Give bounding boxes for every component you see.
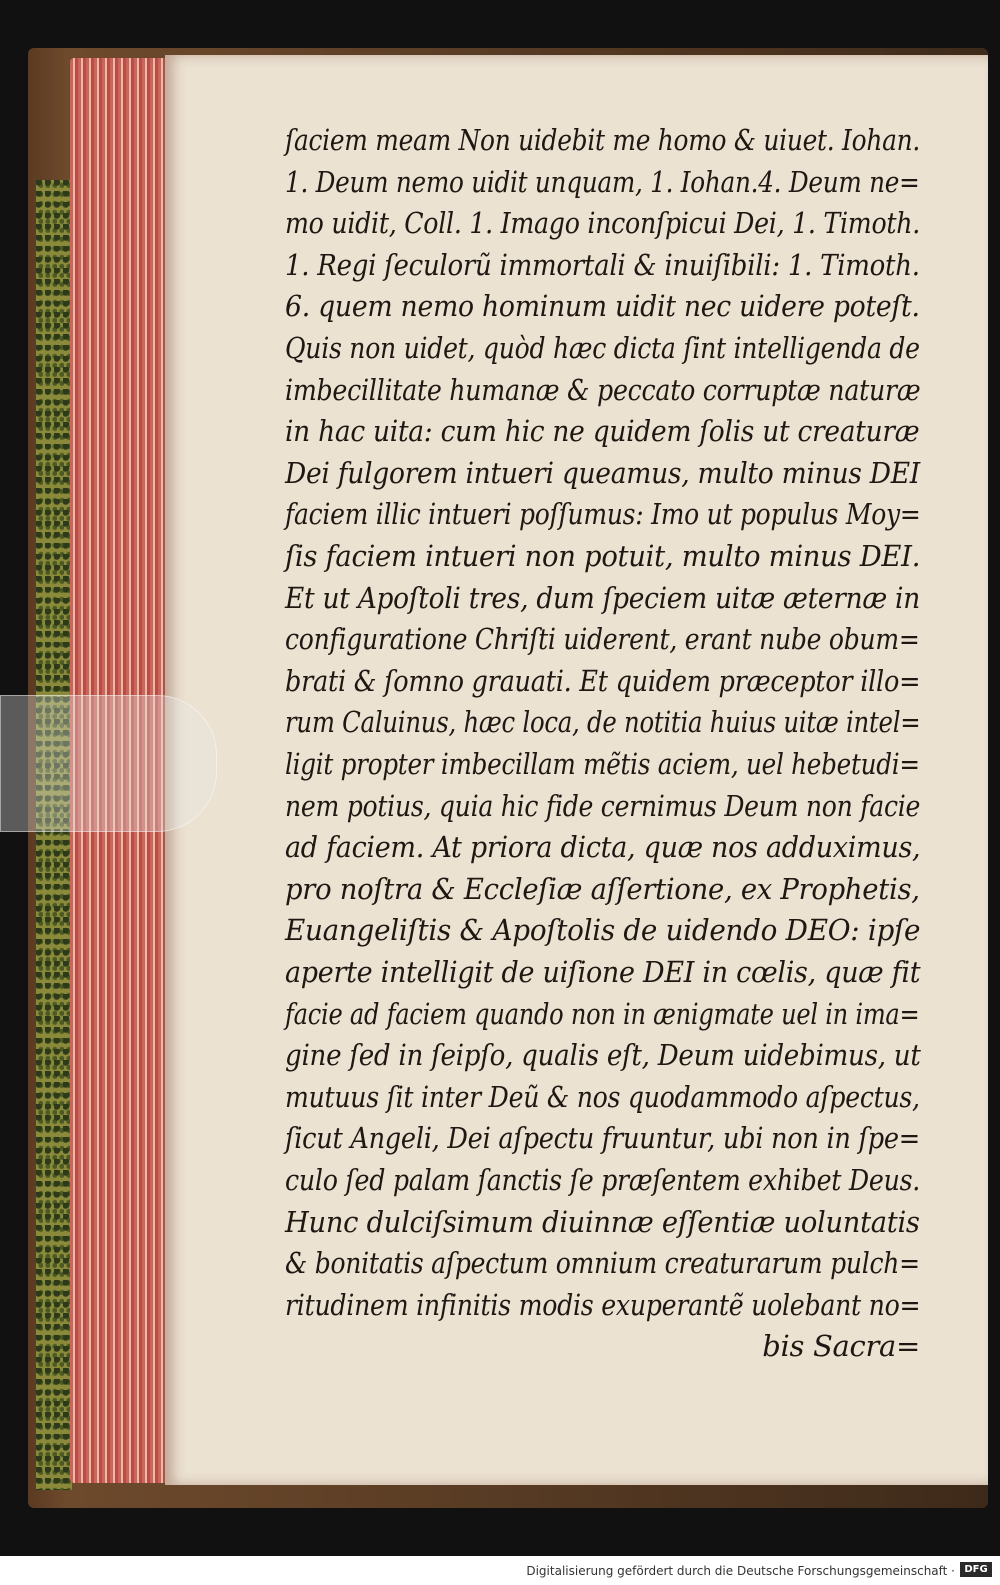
marbled-endpaper — [36, 180, 72, 1490]
page-clip — [0, 695, 217, 832]
text-line: mutuus ſit inter Deũ & nos quodammodo aſpectus, — [285, 1079, 920, 1114]
text-line: facie ad faciem quando non in ænigmate uel in ima= — [285, 996, 920, 1031]
text-line: configuratione Chriſti uiderent, erant nube obum= — [285, 622, 920, 657]
text-line: ritudinem infinitis modis exuperantẽ uolebant no= — [285, 1287, 921, 1322]
text-line: rum Caluinus, hæc loca, de notitia huius uitæ intel= — [285, 705, 921, 740]
footer-bar — [0, 1556, 1000, 1585]
text-line: nem potius, quia hic fide cernimus Deum non facie — [285, 788, 921, 823]
text-line: Quis non uidet, quòd hæc dicta ſint intelligenda de — [285, 331, 920, 365]
dfg-logo: DFG — [960, 1562, 992, 1577]
text-line: 6. quem nemo hominum uidit nec uidere poteſt. — [285, 289, 920, 324]
text-line: ſicut Angeli, Dei aſpectu fruuntur, ubi non in ſpe= — [285, 1121, 920, 1156]
text-line: Et ut Apoſtoli tres, dum ſpeciem uitæ æternæ in — [285, 580, 920, 615]
text-line: ligit propter imbecillam mẽtis aciem, uel hebetudi= — [285, 747, 920, 781]
text-line: in hac uita: cum hic ne quidem ſolis ut creaturæ — [285, 414, 920, 449]
text-line: pro noſtra & Eccleſiæ aſſertione, ex Prophetis, — [285, 871, 920, 906]
text-block — [285, 123, 920, 1363]
text-line: ſaciem meam Non uidebit me homo & uiuet. Iohan. — [285, 123, 921, 157]
text-line: Dei fulgorem intueri queamus, multo minus DEI — [285, 455, 921, 490]
text-line: Euangeliſtis & Apoſtolis de uidendo DEO: ipſe — [285, 913, 921, 948]
catchword: bis Sacra= — [762, 1329, 920, 1364]
text-line: faciem illic intueri poſſumus: Imo ut populus Moy= — [285, 497, 921, 532]
text-line: 1. Regi ſeculorũ immortali & inuiſibili: 1. Timoth. — [285, 247, 920, 282]
text-line: gine ſed in ſeipſo, qualis eſt, Deum uidebimus, ut — [285, 1038, 921, 1073]
text-line: culo ſed palam ſanctis ſe præſentem exhibet Deus. — [285, 1163, 921, 1197]
text-line: Hunc dulciſsimum diuinnæ eſſentiæ uoluntatis — [285, 1204, 920, 1239]
text-line: mo uidit, Coll. 1. Imago inconſpicui Dei, 1. Timoth. — [285, 206, 921, 241]
text-line: aperte intelligit de uiſione DEI in cœlis, quæ fit — [285, 955, 921, 989]
text-line: ad faciem. At priora dicta, quæ nos adduximus, — [285, 830, 921, 865]
text-line: 1. Deum nemo uidit unquam, 1. Iohan.4. Deum ne= — [285, 164, 920, 199]
text-line: & bonitatis aſpectum omnium creaturarum pulch= — [285, 1246, 920, 1281]
text-line: brati & ſomno grauati. Et quidem præceptor illo= — [285, 663, 921, 698]
funding-note: Digitalisierung gefördert durch die Deutsche Forschungsgemeinschaft · — [526, 1564, 955, 1578]
text-line: ſis faciem intueri non potuit, multo minus DEI. — [285, 539, 921, 573]
text-line: imbecillitate humanæ & peccato corruptæ naturæ — [285, 372, 921, 407]
